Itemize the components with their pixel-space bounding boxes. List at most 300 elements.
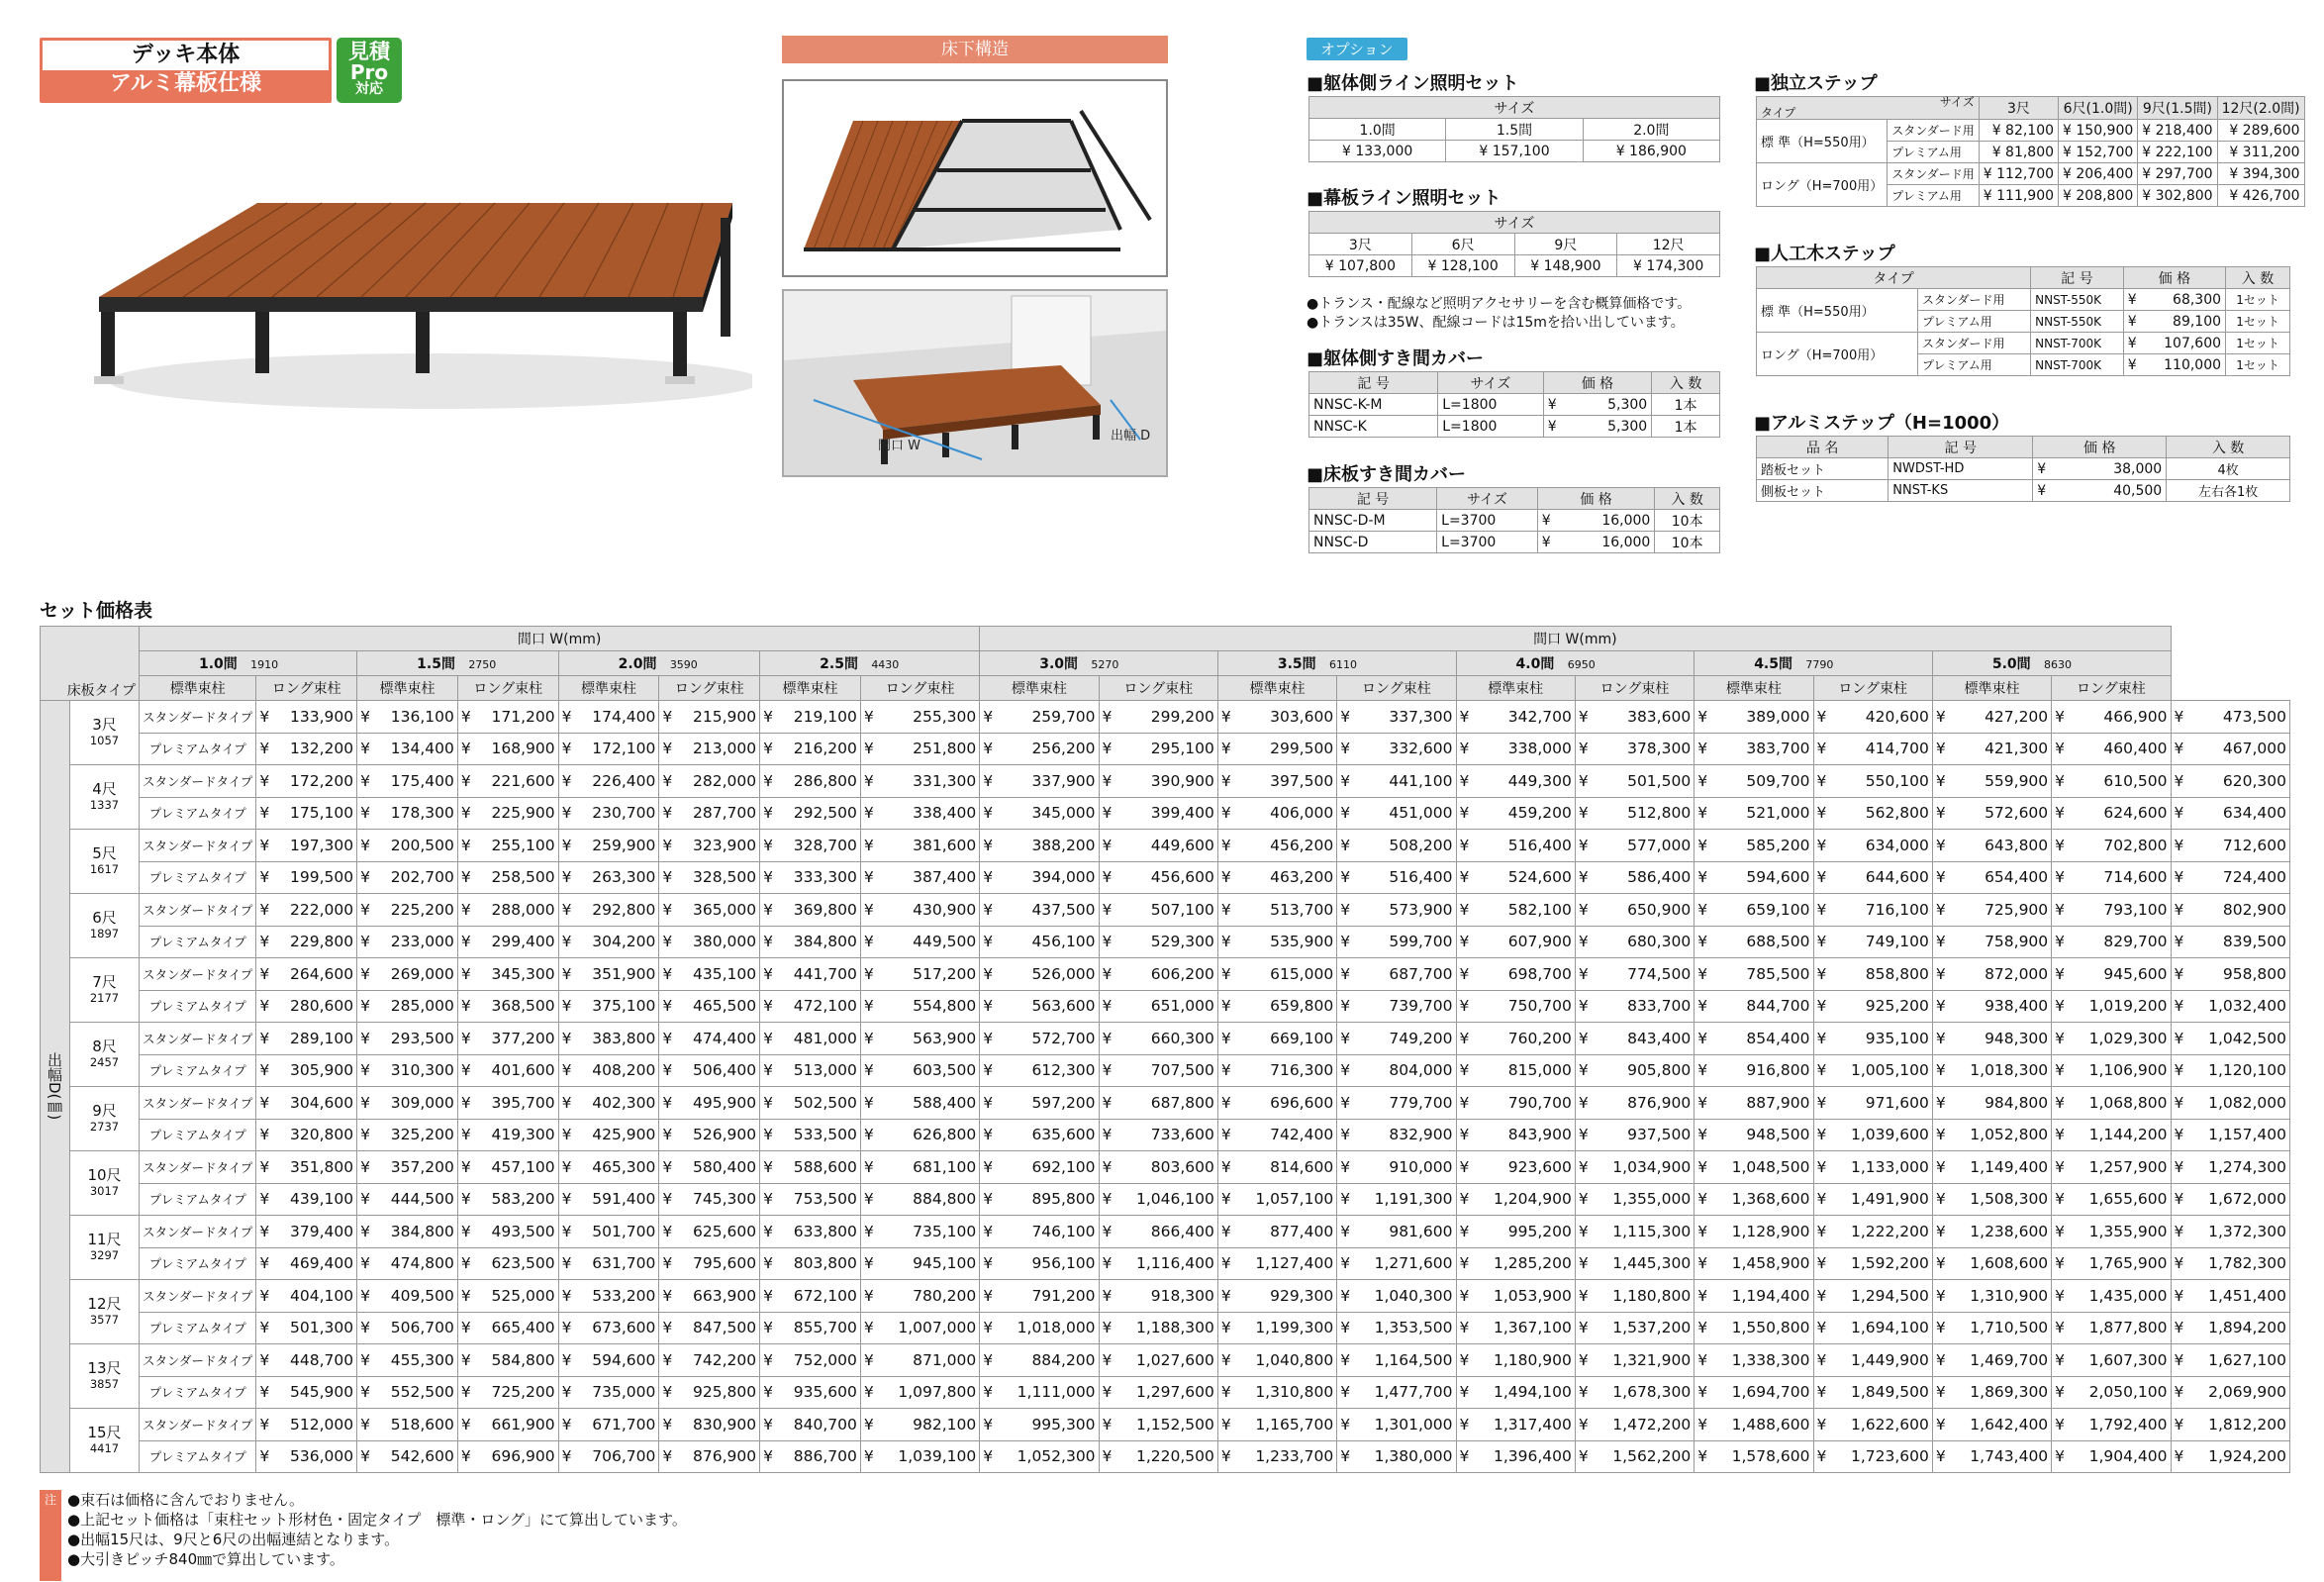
floor-type: スタンダードタイプ <box>140 1087 256 1120</box>
width-ken: 1.5間 <box>417 656 455 672</box>
light-notes: ●トランス・配線など照明アクセサリーを含む概算価格です。 ●トランスは35W、配線コードは15mを拾い出しています。 <box>1307 296 1692 331</box>
floor-type: プレミアムタイプ <box>140 1440 256 1473</box>
price-cell: ¥ 1,627,100 <box>2171 1344 2290 1377</box>
price-cell: ¥ 1,144,200 <box>2052 1119 2171 1151</box>
price-cell: ¥ 594,600 <box>558 1344 659 1377</box>
price-cell: ¥ 1,257,900 <box>2052 1151 2171 1184</box>
price-cell: ¥ 345,300 <box>457 958 558 991</box>
price-cell: ¥ 633,800 <box>760 1216 861 1248</box>
price-cell: ¥ 832,900 <box>1337 1119 1456 1151</box>
price-cell: ¥ 1,018,000 <box>980 1312 1099 1344</box>
table-row <box>41 1216 2290 1248</box>
price-cell: ¥ 222,000 <box>256 894 357 927</box>
price-cell: ¥ 305,900 <box>256 1054 357 1087</box>
price-cell: ¥ 559,900 <box>1932 765 2051 798</box>
price-cell: ¥ 562,800 <box>1813 797 1932 830</box>
price-cell: ¥ 197,300 <box>256 830 357 862</box>
depth-cell: 4尺 1337 <box>70 765 140 830</box>
price-cell: ¥ 1,180,900 <box>1456 1344 1575 1377</box>
price-cell: ¥ 449,300 <box>1456 765 1575 798</box>
price-cell: ¥ 1,578,600 <box>1695 1440 1813 1473</box>
price-cell: ¥ 1,199,300 <box>1217 1312 1336 1344</box>
price-cell: ¥ 1,310,900 <box>1932 1280 2051 1313</box>
price-cell: ¥ 507,100 <box>1099 894 1217 927</box>
price-cell: ¥ 401,600 <box>457 1054 558 1087</box>
price-cell: ¥ 369,800 <box>760 894 861 927</box>
price-cell: ¥ 563,600 <box>980 990 1099 1023</box>
price-cell: ¥ 1,097,800 <box>860 1376 979 1409</box>
price-cell: ¥ 1,655,600 <box>2052 1183 2171 1216</box>
floor-type: プレミアムタイプ <box>140 733 256 765</box>
price-cell: ¥ 692,100 <box>980 1151 1099 1184</box>
price-cell: ¥ 365,000 <box>659 894 760 927</box>
price-cell: ¥ 1,233,700 <box>1217 1440 1336 1473</box>
price-cell: ¥ 673,600 <box>558 1312 659 1344</box>
price-cell: ¥ 1,271,600 <box>1337 1247 1456 1280</box>
price-cell: ¥ 925,800 <box>659 1376 760 1409</box>
price-cell: ¥ 427,200 <box>1932 701 2051 734</box>
price-cell: ¥ 585,200 <box>1695 830 1813 862</box>
price-cell: ¥ 804,000 <box>1337 1054 1456 1087</box>
price-cell: ¥ 790,700 <box>1456 1087 1575 1120</box>
price-cell: ¥ 288,000 <box>457 894 558 927</box>
price-cell: ¥ 635,600 <box>980 1119 1099 1151</box>
price-cell: ¥ 1,052,800 <box>1932 1119 2051 1151</box>
price-cell: ¥ 455,300 <box>357 1344 458 1377</box>
price-cell: ¥ 752,000 <box>760 1344 861 1377</box>
price-cell: ¥ 634,400 <box>2171 797 2290 830</box>
floor-type: スタンダードタイプ <box>140 1023 256 1055</box>
price-cell: ¥ 876,900 <box>659 1440 760 1473</box>
price-cell: ¥ 594,600 <box>1695 861 1813 894</box>
price-cell: ¥ 1,368,600 <box>1695 1183 1813 1216</box>
floor-type: スタンダードタイプ <box>140 701 256 734</box>
long-post-header: ロング束柱 <box>2052 676 2171 701</box>
price-cell: ¥ 2,069,900 <box>2171 1376 2290 1409</box>
price-cell: ¥ 175,100 <box>256 797 357 830</box>
price-cell: ¥ 982,100 <box>860 1409 979 1441</box>
price-cell: ¥ 375,100 <box>558 990 659 1023</box>
depth-cell: 15尺 4417 <box>70 1409 140 1473</box>
price-cell: ¥ 774,500 <box>1575 958 1694 991</box>
price-cell: ¥ 582,100 <box>1456 894 1575 927</box>
price-cell: ¥ 133,900 <box>256 701 357 734</box>
price-cell: ¥ 706,700 <box>558 1440 659 1473</box>
price-cell: ¥ 607,900 <box>1456 926 1575 958</box>
price-cell: ¥ 855,700 <box>760 1312 861 1344</box>
price-cell: ¥ 463,200 <box>1217 861 1336 894</box>
price-cell: ¥ 1,238,600 <box>1932 1216 2051 1248</box>
price-cell: ¥ 597,200 <box>980 1087 1099 1120</box>
price-cell: ¥ 1,608,600 <box>1932 1247 2051 1280</box>
price-cell: ¥ 588,400 <box>860 1087 979 1120</box>
price-cell: ¥ 225,900 <box>457 797 558 830</box>
price-cell: ¥ 1,133,000 <box>1813 1151 1932 1184</box>
price-cell: ¥ 1,924,200 <box>2171 1440 2290 1473</box>
price-cell: ¥ 702,800 <box>2052 830 2171 862</box>
price-cell: ¥ 935,600 <box>760 1376 861 1409</box>
floor-type: プレミアムタイプ <box>140 926 256 958</box>
price-cell: ¥ 945,600 <box>2052 958 2171 991</box>
product-subtitle: アルミ幕板仕様 <box>43 70 329 100</box>
table-row <box>41 1087 2290 1120</box>
price-cell: ¥ 758,900 <box>1932 926 2051 958</box>
price-cell: ¥ 388,200 <box>980 830 1099 862</box>
price-cell: ¥ 843,400 <box>1575 1023 1694 1055</box>
price-cell: ¥ 225,200 <box>357 894 458 927</box>
price-cell: ¥ 803,600 <box>1099 1151 1217 1184</box>
price-cell: ¥ 1,782,300 <box>2171 1247 2290 1280</box>
price-cell: ¥ 526,000 <box>980 958 1099 991</box>
price-cell: ¥ 529,300 <box>1099 926 1217 958</box>
price-cell: ¥ 1,285,200 <box>1456 1247 1575 1280</box>
price-cell: ¥ 1,367,100 <box>1456 1312 1575 1344</box>
price-cell: ¥ 687,700 <box>1337 958 1456 991</box>
width-ken: 3.0間 <box>1039 656 1079 672</box>
price-cell: ¥ 299,200 <box>1099 701 1217 734</box>
price-cell: ¥ 467,000 <box>2171 733 2290 765</box>
price-cell: ¥ 631,700 <box>558 1247 659 1280</box>
price-cell: ¥ 469,400 <box>256 1247 357 1280</box>
price-cell: ¥ 384,800 <box>357 1216 458 1248</box>
price-cell: ¥ 725,900 <box>1932 894 2051 927</box>
depth-cell: 13尺 3857 <box>70 1344 140 1409</box>
price-cell: ¥ 1,222,200 <box>1813 1216 1932 1248</box>
price-cell: ¥ 654,400 <box>1932 861 2051 894</box>
price-cell: ¥ 716,300 <box>1217 1054 1336 1087</box>
price-cell: ¥ 310,300 <box>357 1054 458 1087</box>
floor-type: スタンダードタイプ <box>140 1409 256 1441</box>
price-cell: ¥ 833,700 <box>1575 990 1694 1023</box>
fascia-line-light-table: サイズ 3尺 6尺 9尺 12尺 ¥ 107,800 ¥ 128,100 ¥ 148,900 ¥ 174,300 <box>1308 211 1720 277</box>
price-cell: ¥ 563,900 <box>860 1023 979 1055</box>
price-cell: ¥ 512,800 <box>1575 797 1694 830</box>
price-cell: ¥ 199,500 <box>256 861 357 894</box>
price-cell: ¥ 651,000 <box>1099 990 1217 1023</box>
price-cell: ¥ 465,500 <box>659 990 760 1023</box>
t5-title: 独立ステップ <box>1771 73 1878 94</box>
width-ken: 4.0間 <box>1515 656 1555 672</box>
price-cell: ¥ 506,400 <box>659 1054 760 1087</box>
price-cell: ¥ 449,500 <box>860 926 979 958</box>
price-cell: ¥ 742,200 <box>659 1344 760 1377</box>
price-cell: ¥ 409,500 <box>357 1280 458 1313</box>
notes-tag: 注 <box>40 1490 61 1581</box>
depth-cell: 5尺 1617 <box>70 830 140 894</box>
price-cell: ¥ 847,500 <box>659 1312 760 1344</box>
std-post-header: 標準束柱 <box>760 676 861 701</box>
price-cell: ¥ 803,800 <box>760 1247 861 1280</box>
price-cell: ¥ 508,200 <box>1337 830 1456 862</box>
price-cell: ¥ 448,700 <box>256 1344 357 1377</box>
price-cell: ¥ 995,300 <box>980 1409 1099 1441</box>
price-cell: ¥ 650,900 <box>1575 894 1694 927</box>
price-cell: ¥ 884,800 <box>860 1183 979 1216</box>
table-row <box>41 861 2290 894</box>
price-cell: ¥ 1,491,900 <box>1813 1183 1932 1216</box>
price-cell: ¥ 1,592,200 <box>1813 1247 1932 1280</box>
price-cell: ¥ 332,600 <box>1337 733 1456 765</box>
price-cell: ¥ 1,372,300 <box>2171 1216 2290 1248</box>
table-row <box>41 1312 2290 1344</box>
price-cell: ¥ 724,400 <box>2171 861 2290 894</box>
std-post-header: 標準束柱 <box>140 676 256 701</box>
price-cell: ¥ 299,400 <box>457 926 558 958</box>
price-cell: ¥ 174,400 <box>558 701 659 734</box>
price-cell: ¥ 304,600 <box>256 1087 357 1120</box>
price-cell: ¥ 1,562,200 <box>1575 1440 1694 1473</box>
price-cell: ¥ 513,000 <box>760 1054 861 1087</box>
price-cell: ¥ 760,200 <box>1456 1023 1575 1055</box>
price-cell: ¥ 688,500 <box>1695 926 1813 958</box>
price-cell: ¥ 830,900 <box>659 1409 760 1441</box>
price-cell: ¥ 414,700 <box>1813 733 1932 765</box>
price-cell: ¥ 280,600 <box>256 990 357 1023</box>
price-cell: ¥ 749,100 <box>1813 926 1932 958</box>
table-row <box>41 926 2290 958</box>
price-cell: ¥ 687,800 <box>1099 1087 1217 1120</box>
price-cell: ¥ 535,900 <box>1217 926 1336 958</box>
price-cell: ¥ 681,100 <box>860 1151 979 1184</box>
body-gap-cover-table: 記 号 サイズ 価 格 入 数 NNSC-K-M L=1800 ¥ 5,300 1本 NNSC-K L=1800 ¥ 5,300 1本 <box>1308 371 1720 438</box>
price-cell: ¥ 295,100 <box>1099 733 1217 765</box>
price-cell: ¥ 1,027,600 <box>1099 1344 1217 1377</box>
price-cell: ¥ 1,149,400 <box>1932 1151 2051 1184</box>
price-cell: ¥ 1,032,400 <box>2171 990 2290 1023</box>
price-cell: ¥ 886,700 <box>760 1440 861 1473</box>
depth-cell: 3尺 1057 <box>70 701 140 765</box>
table-row <box>41 1054 2290 1087</box>
price-cell: ¥ 437,500 <box>980 894 1099 927</box>
price-cell: ¥ 1,165,700 <box>1217 1409 1336 1441</box>
floor-type: スタンダードタイプ <box>140 1151 256 1184</box>
price-cell: ¥ 1,048,500 <box>1695 1151 1813 1184</box>
price-cell: ¥ 430,900 <box>860 894 979 927</box>
price-cell: ¥ 229,800 <box>256 926 357 958</box>
price-cell: ¥ 338,000 <box>1456 733 1575 765</box>
price-cell: ¥ 854,400 <box>1695 1023 1813 1055</box>
price-cell: ¥ 745,300 <box>659 1183 760 1216</box>
floor-type: スタンダードタイプ <box>140 765 256 798</box>
price-cell: ¥ 419,300 <box>457 1119 558 1151</box>
price-cell: ¥ 1,550,800 <box>1695 1312 1813 1344</box>
price-cell: ¥ 518,600 <box>357 1409 458 1441</box>
price-cell: ¥ 351,900 <box>558 958 659 991</box>
price-cell: ¥ 735,100 <box>860 1216 979 1248</box>
price-cell: ¥ 251,800 <box>860 733 979 765</box>
price-cell: ¥ 1,019,200 <box>2052 990 2171 1023</box>
price-cell: ¥ 383,600 <box>1575 701 1694 734</box>
price-cell: ¥ 259,900 <box>558 830 659 862</box>
price-cell: ¥ 887,900 <box>1695 1087 1813 1120</box>
price-cell: ¥ 1,642,400 <box>1932 1409 2051 1441</box>
floor-type: プレミアムタイプ <box>140 1376 256 1409</box>
underfloor-dimension-image <box>782 289 1168 477</box>
floor-type: プレミアムタイプ <box>140 1119 256 1151</box>
price-cell: ¥ 1,765,900 <box>2052 1247 2171 1280</box>
price-cell: ¥ 1,057,100 <box>1217 1183 1336 1216</box>
independent-step-table: サイズ タイプ 3尺 6尺(1.0間) 9尺(1.5間) 12尺(2.0間) 標 準（H=550用） スタンダード用 ¥ 82,100 ¥ 150,900 ¥ 218,400 ¥ 289,600 プレミアム用 ¥ 81,800 ¥ 152,700 ¥ 222,100 ¥ 311,200 ロング（H=700用） スタンダード用 ¥ 112,700 ¥ 206,400 ¥ 297,700 ¥ 394,300 プレミアム用 ¥ 111,900 ¥ 208,800 ¥ 302,800 ¥ 426,700 <box>1756 96 2305 207</box>
std-post-header: 標準束柱 <box>558 676 659 701</box>
price-cell: ¥ 948,300 <box>1932 1023 2051 1055</box>
price-cell: ¥ 1,120,100 <box>2171 1054 2290 1087</box>
price-cell: ¥ 707,500 <box>1099 1054 1217 1087</box>
long-post-header: ロング束柱 <box>860 676 979 701</box>
floor-type: プレミアムタイプ <box>140 1312 256 1344</box>
price-cell: ¥ 1,445,300 <box>1575 1247 1694 1280</box>
price-cell: ¥ 233,000 <box>357 926 458 958</box>
price-cell: ¥ 381,600 <box>860 830 979 862</box>
price-cell: ¥ 956,100 <box>980 1247 1099 1280</box>
price-cell: ¥ 714,600 <box>2052 861 2171 894</box>
price-cell: ¥ 733,600 <box>1099 1119 1217 1151</box>
price-cell: ¥ 661,900 <box>457 1409 558 1441</box>
price-cell: ¥ 877,400 <box>1217 1216 1336 1248</box>
price-cell: ¥ 357,200 <box>357 1151 458 1184</box>
price-cell: ¥ 1,508,300 <box>1932 1183 2051 1216</box>
price-cell: ¥ 509,700 <box>1695 765 1813 798</box>
price-cell: ¥ 1,792,400 <box>2052 1409 2171 1441</box>
price-cell: ¥ 735,000 <box>558 1376 659 1409</box>
floor-type: スタンダードタイプ <box>140 830 256 862</box>
price-cell: ¥ 474,400 <box>659 1023 760 1055</box>
price-cell: ¥ 333,300 <box>760 861 861 894</box>
price-cell: ¥ 1,869,300 <box>1932 1376 2051 1409</box>
price-cell: ¥ 2,050,100 <box>2052 1376 2171 1409</box>
price-cell: ¥ 1,220,500 <box>1099 1440 1217 1473</box>
std-post-header: 標準束柱 <box>1456 676 1575 701</box>
price-cell: ¥ 1,034,900 <box>1575 1151 1694 1184</box>
price-cell: ¥ 1,164,500 <box>1337 1344 1456 1377</box>
price-cell: ¥ 815,000 <box>1456 1054 1575 1087</box>
price-cell: ¥ 746,100 <box>980 1216 1099 1248</box>
price-cell: ¥ 512,000 <box>256 1409 357 1441</box>
price-cell: ¥ 1,317,400 <box>1456 1409 1575 1441</box>
price-cell: ¥ 456,200 <box>1217 830 1336 862</box>
table-row <box>41 1409 2290 1441</box>
price-cell: ¥ 501,500 <box>1575 765 1694 798</box>
price-cell: ¥ 984,800 <box>1932 1087 2051 1120</box>
set-price-table <box>40 626 2290 1473</box>
price-cell: ¥ 1,321,900 <box>1575 1344 1694 1377</box>
table-row <box>41 701 2290 734</box>
price-cell: ¥ 526,900 <box>659 1119 760 1151</box>
width-ken: 2.5間 <box>820 656 858 672</box>
price-cell: ¥ 1,152,500 <box>1099 1409 1217 1441</box>
price-cell: ¥ 1,068,800 <box>2052 1087 2171 1120</box>
width-header-right: 間口 W(mm) <box>980 627 2171 651</box>
price-cell: ¥ 644,600 <box>1813 861 1932 894</box>
price-cell: ¥ 680,300 <box>1575 926 1694 958</box>
price-cell: ¥ 659,100 <box>1695 894 1813 927</box>
price-cell: ¥ 286,800 <box>760 765 861 798</box>
price-cell: ¥ 1,116,400 <box>1099 1247 1217 1280</box>
price-cell: ¥ 521,000 <box>1695 797 1813 830</box>
price-cell: ¥ 923,600 <box>1456 1151 1575 1184</box>
price-cell: ¥ 591,400 <box>558 1183 659 1216</box>
price-cell: ¥ 342,700 <box>1456 701 1575 734</box>
long-post-header: ロング束柱 <box>1337 676 1456 701</box>
price-cell: ¥ 1,310,800 <box>1217 1376 1336 1409</box>
price-cell: ¥ 1,338,300 <box>1695 1344 1813 1377</box>
price-cell: ¥ 1,812,200 <box>2171 1409 2290 1441</box>
price-cell: ¥ 971,600 <box>1813 1087 1932 1120</box>
price-table-title: セット価格表 <box>40 600 153 622</box>
price-cell: ¥ 795,600 <box>659 1247 760 1280</box>
price-cell: ¥ 1,111,000 <box>980 1376 1099 1409</box>
width-mm: 3590 <box>669 658 698 671</box>
price-cell: ¥ 937,500 <box>1575 1119 1694 1151</box>
price-cell: ¥ 542,600 <box>357 1440 458 1473</box>
price-cell: ¥ 1,694,100 <box>1813 1312 1932 1344</box>
price-cell: ¥ 1,353,500 <box>1337 1312 1456 1344</box>
price-cell: ¥ 584,800 <box>457 1344 558 1377</box>
price-cell: ¥ 1,355,000 <box>1575 1183 1694 1216</box>
price-cell: ¥ 583,200 <box>457 1183 558 1216</box>
price-cell: ¥ 285,000 <box>357 990 458 1023</box>
price-cell: ¥ 742,400 <box>1217 1119 1336 1151</box>
price-cell: ¥ 626,800 <box>860 1119 979 1151</box>
price-cell: ¥ 884,200 <box>980 1344 1099 1377</box>
table-row <box>41 797 2290 830</box>
price-cell: ¥ 749,200 <box>1337 1023 1456 1055</box>
product-title: デッキ本体 <box>43 41 329 70</box>
price-cell: ¥ 502,500 <box>760 1087 861 1120</box>
table-row <box>41 958 2290 991</box>
floor-type: プレミアムタイプ <box>140 1183 256 1216</box>
table-row <box>41 894 2290 927</box>
price-cell: ¥ 345,000 <box>980 797 1099 830</box>
price-cell: ¥ 814,600 <box>1217 1151 1336 1184</box>
price-cell: ¥ 368,500 <box>457 990 558 1023</box>
price-cell: ¥ 1,537,200 <box>1575 1312 1694 1344</box>
price-cell: ¥ 1,053,900 <box>1456 1280 1575 1313</box>
price-cell: ¥ 1,040,800 <box>1217 1344 1336 1377</box>
price-cell: ¥ 660,300 <box>1099 1023 1217 1055</box>
floor-type: スタンダードタイプ <box>140 1344 256 1377</box>
price-cell: ¥ 606,200 <box>1099 958 1217 991</box>
price-cell: ¥ 289,100 <box>256 1023 357 1055</box>
price-cell: ¥ 1,039,100 <box>860 1440 979 1473</box>
table-row <box>41 1247 2290 1280</box>
price-cell: ¥ 573,900 <box>1337 894 1456 927</box>
width-ken: 3.5間 <box>1277 656 1316 672</box>
floor-type: プレミアムタイプ <box>140 990 256 1023</box>
depth-axis-label: 出幅D(㎜) <box>41 701 70 1473</box>
price-cell: ¥ 840,700 <box>760 1409 861 1441</box>
price-cell: ¥ 910,000 <box>1337 1151 1456 1184</box>
price-cell: ¥ 698,700 <box>1456 958 1575 991</box>
width-ken: 2.0間 <box>618 656 657 672</box>
price-cell: ¥ 916,800 <box>1695 1054 1813 1087</box>
price-cell: ¥ 793,100 <box>2052 894 2171 927</box>
floor-type: スタンダードタイプ <box>140 1280 256 1313</box>
price-cell: ¥ 1,188,300 <box>1099 1312 1217 1344</box>
price-cell: ¥ 230,700 <box>558 797 659 830</box>
price-cell: ¥ 439,100 <box>256 1183 357 1216</box>
price-cell: ¥ 665,400 <box>457 1312 558 1344</box>
price-cell: ¥ 493,500 <box>457 1216 558 1248</box>
width-mm: 5270 <box>1091 658 1119 671</box>
long-post-header: ロング束柱 <box>1813 676 1932 701</box>
price-cell: ¥ 552,500 <box>357 1376 458 1409</box>
price-cell: ¥ 659,800 <box>1217 990 1336 1023</box>
table-row <box>41 765 2290 798</box>
price-cell: ¥ 444,500 <box>357 1183 458 1216</box>
price-cell: ¥ 550,100 <box>1813 765 1932 798</box>
std-post-header: 標準束柱 <box>1695 676 1813 701</box>
price-cell: ¥ 599,700 <box>1337 926 1456 958</box>
